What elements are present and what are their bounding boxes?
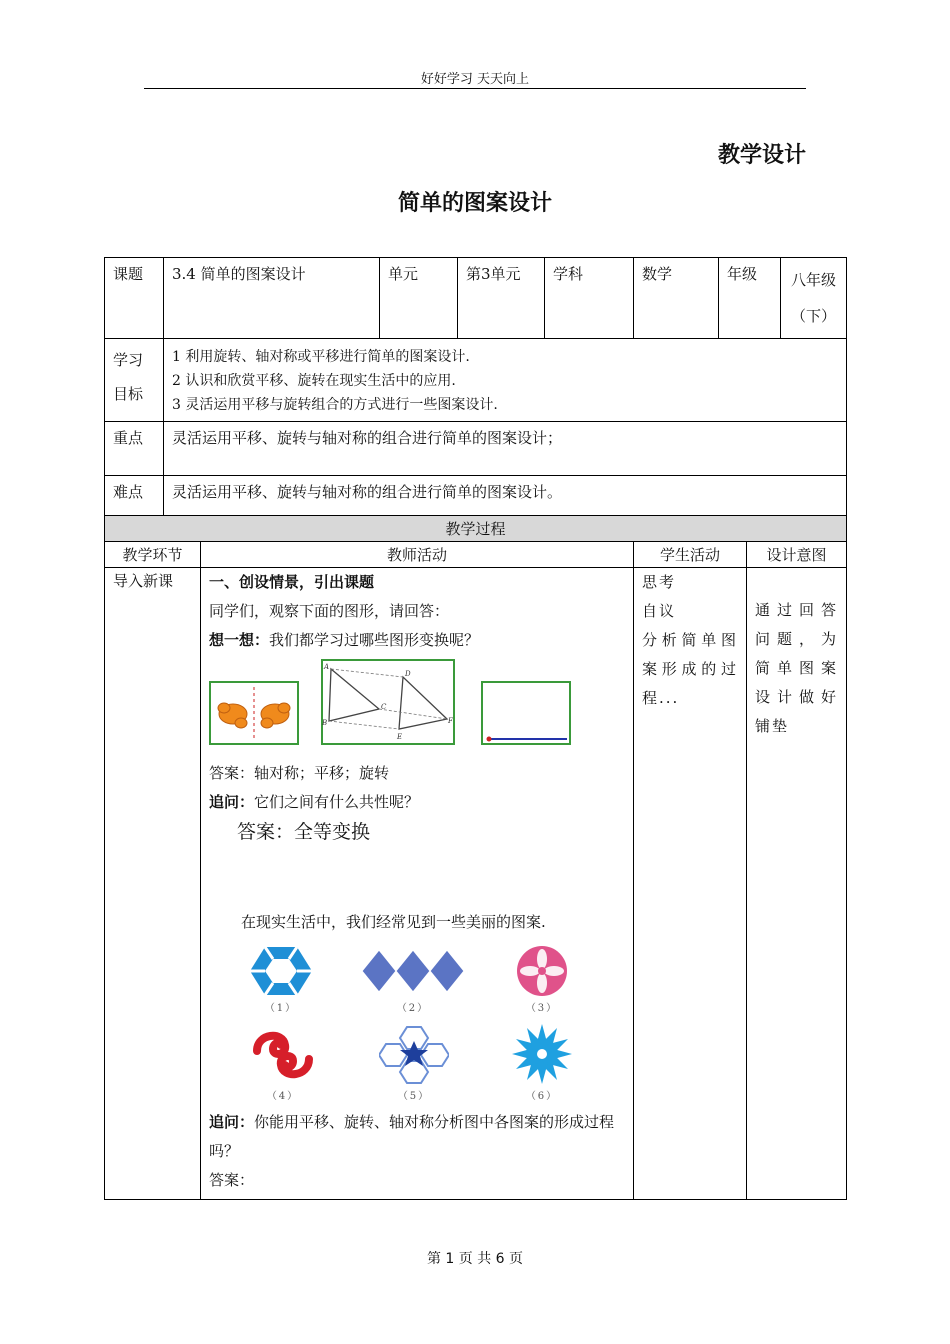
- label-subject: 学科: [545, 258, 634, 339]
- goals-label-1: 学习: [113, 351, 144, 369]
- translation-figure: [321, 659, 455, 745]
- answer-2: 答案：全等变换: [237, 821, 371, 843]
- caption-6: （6）: [525, 1091, 559, 1102]
- doc-type: 教学设计: [717, 143, 806, 168]
- section-heading: 一、创设情景，引出课题: [209, 573, 375, 591]
- label-C: C: [381, 703, 387, 711]
- key-text: 灵活运用平移、旋转与轴对称的组合进行简单的图案设计；: [164, 422, 847, 476]
- header-rule: [144, 88, 806, 89]
- label-A: A: [324, 663, 330, 671]
- label-key: 重点: [105, 422, 164, 476]
- pattern-1-hexagon: [249, 945, 313, 997]
- design-intent: [747, 568, 847, 1200]
- student-item: 思考: [642, 573, 677, 591]
- think-label: 想一想：: [209, 631, 270, 649]
- stage-cell: 导入新课: [105, 568, 201, 1200]
- ask-1-label: 追问：: [209, 793, 255, 811]
- pattern-2-diamonds: [361, 949, 465, 993]
- grade-line-2: （下）: [790, 307, 836, 325]
- goals-label-2: 目标: [113, 385, 144, 403]
- grade-value: [781, 258, 847, 339]
- caption-2: （2）: [396, 1003, 430, 1014]
- label-difficulty: 难点: [105, 476, 164, 531]
- ask-2-line: [209, 1108, 625, 1166]
- ask-2-text: 你能用平移、旋转、轴对称分析图中各图案的形成过程吗？: [209, 1113, 615, 1160]
- goals-list: [164, 339, 847, 422]
- page-header: 好好学习 天天向上: [420, 72, 530, 87]
- label-E: E: [397, 733, 403, 741]
- label-topic: 课题: [105, 258, 164, 339]
- pattern-3-flower: [516, 945, 568, 997]
- think-text: 我们都学习过哪些图形变换呢？: [269, 631, 480, 649]
- ask-1-line: [209, 788, 625, 817]
- caption-1: （1）: [264, 1003, 298, 1014]
- pattern-5-hexring: [379, 1025, 449, 1085]
- unit-value: 第3单元: [458, 258, 545, 339]
- pattern-4-swirl: [249, 1027, 317, 1083]
- col-header-stage: 教学环节: [105, 542, 201, 568]
- goal-item: 3 灵活运用平移与旋转组合的方式进行一些图案设计.: [172, 397, 498, 413]
- student-activity: [634, 568, 747, 1200]
- col-header-intent: 设计意图: [747, 542, 847, 568]
- think-line: [209, 626, 625, 655]
- pattern-grid: [209, 941, 625, 1106]
- page-footer: 第 1 页 共 6 页: [426, 1251, 524, 1267]
- col-header-teacher: 教师活动: [201, 542, 634, 568]
- intent-text: 通过回答问题，为简单图案设计做好铺垫: [755, 601, 839, 735]
- process-band: 教学过程: [105, 516, 847, 542]
- topic-value: 3.4 简单的图案设计: [164, 258, 380, 339]
- label-grade: 年级: [719, 258, 781, 339]
- teacher-activity: [201, 568, 634, 1200]
- label-B: B: [322, 719, 328, 727]
- answer-3: 答案：: [209, 1171, 255, 1189]
- pattern-6-starburst: [509, 1023, 575, 1085]
- process-table: [104, 515, 847, 1200]
- goal-item: 2 认识和欣赏平移、旋转在现实生活中的应用.: [172, 373, 456, 389]
- caption-5: （5）: [397, 1091, 431, 1102]
- caption-4: （4）: [266, 1091, 300, 1102]
- label-goals: [105, 339, 164, 422]
- ask-2-label: 追问：: [209, 1113, 255, 1131]
- label-D: D: [405, 670, 411, 678]
- life-text: 在现实生活中，我们经常见到一些美丽的图案.: [241, 913, 546, 931]
- grade-line-1: 八年级: [790, 271, 836, 289]
- info-table: [104, 257, 847, 531]
- col-header-student: 学生活动: [634, 542, 747, 568]
- student-item: 分析简单图案形成的过程...: [642, 631, 738, 707]
- page-title: 简单的图案设计: [397, 191, 552, 216]
- label-unit: 单元: [380, 258, 458, 339]
- caption-3: （3）: [525, 1003, 559, 1014]
- reflection-figure: [209, 681, 299, 745]
- answer-1: 答案：轴对称；平移；旋转: [209, 764, 390, 782]
- student-item: 自议: [642, 602, 677, 620]
- difficulty-text: 灵活运用平移、旋转与轴对称的组合进行简单的图案设计。: [164, 476, 847, 531]
- rotation-figure: [481, 681, 571, 745]
- goal-item: 1 利用旋转、轴对称或平移进行简单的图案设计.: [172, 349, 470, 365]
- subject-value: 数学: [634, 258, 719, 339]
- label-F: F: [448, 717, 453, 725]
- ask-1-text: 它们之间有什么共性呢？: [254, 793, 420, 811]
- intro-text: 同学们，观察下面的图形，请回答：: [209, 602, 450, 620]
- transform-figures: [209, 659, 625, 759]
